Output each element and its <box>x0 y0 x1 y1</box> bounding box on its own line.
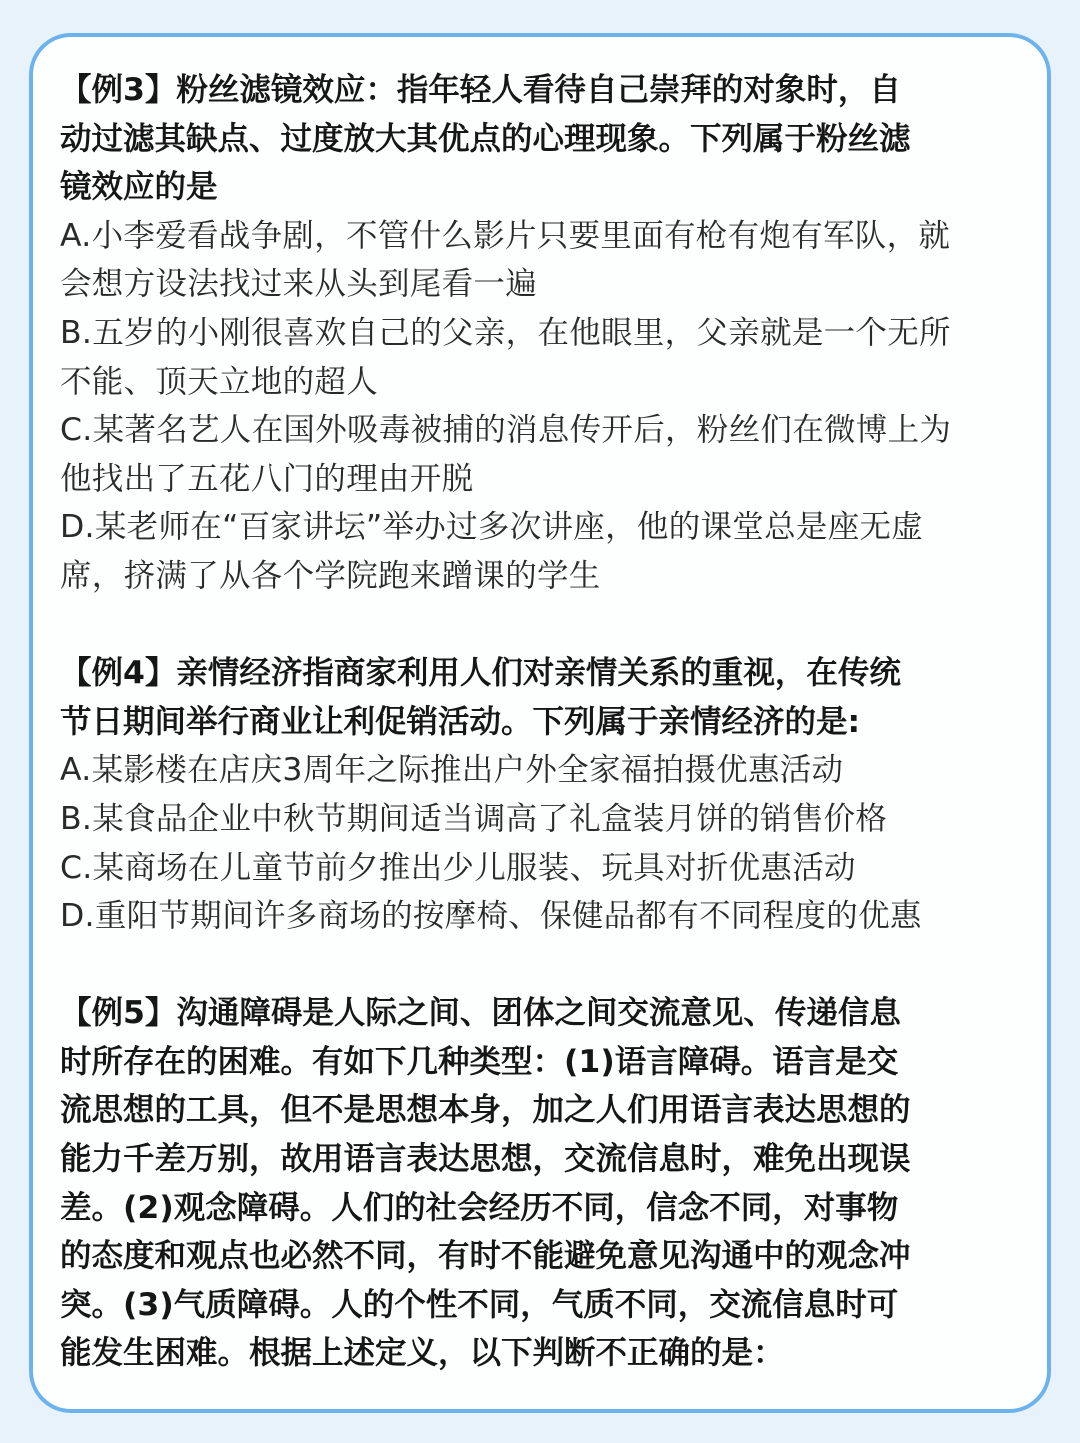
example-4-option-c: C.某商场在儿童节前夕推出少儿服装、玩具对折优惠活动 <box>60 849 856 886</box>
example-5-question-line: 【例5】沟通障碍是人际之间、团体之间交流意见、传递信息 <box>60 995 901 1032</box>
example-3-option-a: 会想方设法找过来从头到尾看一遍 <box>60 266 538 303</box>
example-4 <box>60 649 1040 941</box>
example-5-question-line: 时所存在的困难。有如下几种类型：(1)语言障碍。语言是交 <box>60 1043 899 1080</box>
example-4-option-b: B.某食品企业中秋节期间适当调高了礼盒装月饼的销售价格 <box>60 800 888 837</box>
example-5 <box>60 989 1040 1378</box>
example-3-question-line: 镜效应的是 <box>60 169 218 206</box>
example-3-option-b: 不能、顶天立地的超人 <box>60 363 379 400</box>
example-3-question-line: 【例3】粉丝滤镜效应：指年轻人看待自己崇拜的对象时，自 <box>60 72 901 108</box>
example-3-option-b: B.五岁的小刚很喜欢自己的父亲，在他眼里，父亲就是一个无所 <box>60 314 951 351</box>
question-card <box>29 33 1051 1413</box>
example-3-option-c: C.某著名艺人在国外吸毒被捕的消息传开后，粉丝们在微博上为 <box>60 412 952 449</box>
section-spacer <box>60 601 1040 650</box>
example-3-option-d: D.某老师在“百家讲坛”举办过多次讲座，他的课堂总是座无虚 <box>60 509 924 546</box>
example-3-option-c: 他找出了五花八门的理由开脱 <box>60 460 474 497</box>
example-5-question-line: 的态度和观点也必然不同，有时不能避免意见沟通中的观念冲 <box>60 1238 911 1275</box>
example-3-option-a: A.小李爱看战争剧，不管什么影片只要里面有枪有炮有军队，就 <box>60 217 951 254</box>
example-4-option-d: D.重阳节期间许多商场的按摩椅、保健品都有不同程度的优惠 <box>60 898 922 935</box>
example-4-question-line: 【例4】亲情经济指商家利用人们对亲情关系的重视，在传统 <box>60 655 901 692</box>
section-spacer <box>60 941 1040 990</box>
example-5-question-line: 差。(2)观念障碍。人们的社会经历不同，信念不同，对事物 <box>60 1189 899 1226</box>
example-4-option-a: A.某影楼在店庆3周年之际推出户外全家福拍摄优惠活动 <box>60 752 844 789</box>
example-5-question-line: 能发生困难。根据上述定义，以下判断不正确的是： <box>60 1335 785 1372</box>
example-5-question-line: 能力千差万别，故用语言表达思想，交流信息时，难免出现误 <box>60 1141 911 1178</box>
example-3-question-line: 动过滤其缺点、过度放大其优点的心理现象。下列属于粉丝滤 <box>60 120 911 157</box>
example-4-question-line: 节日期间举行商业让利促销活动。下列属于亲情经济的是: <box>60 703 861 740</box>
example-5-question-line: 流思想的工具，但不是思想本身，加之人们用语言表达思想的 <box>60 1092 911 1129</box>
card-content <box>60 66 1040 1378</box>
example-5-question-line: 突。(3)气质障碍。人的个性不同，气质不同，交流信息时可 <box>60 1286 899 1323</box>
example-3-option-d: 席，挤满了从各个学院跑来蹭课的学生 <box>60 557 601 594</box>
example-3 <box>60 66 1040 601</box>
